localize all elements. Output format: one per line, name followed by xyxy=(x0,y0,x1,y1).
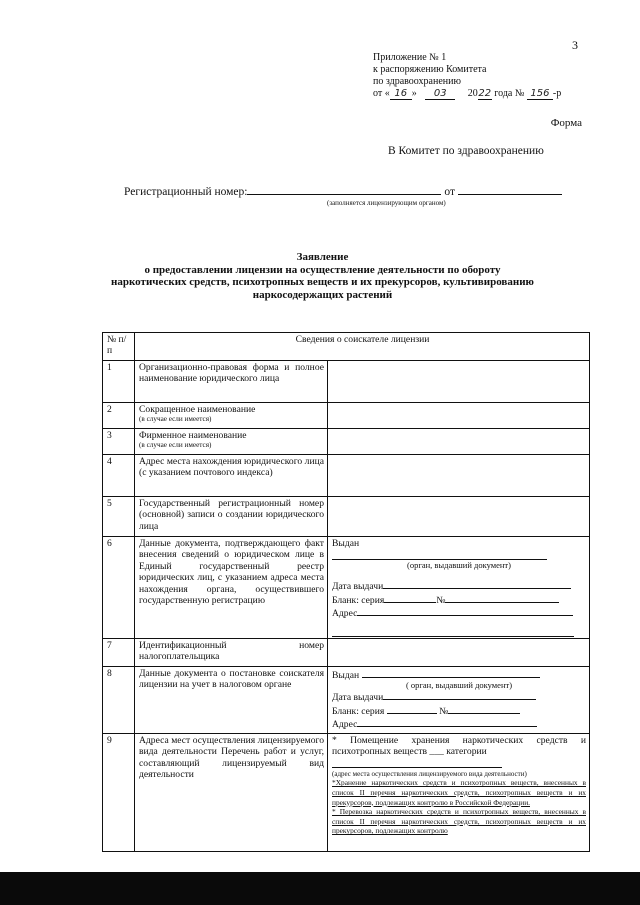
table-row xyxy=(103,537,590,639)
row9-fields xyxy=(328,734,590,852)
handwritten-year: 22 xyxy=(478,88,492,99)
registration-line xyxy=(124,183,562,198)
appendix-date-line: от « 16 » 03 2022 года № 156 -р xyxy=(373,88,562,99)
row-note: (в случае если имеется) xyxy=(139,441,212,450)
appendix-line-1: Приложение № 1 xyxy=(373,52,447,63)
title-line-1: Заявление xyxy=(296,251,349,263)
number-suffix: -р xyxy=(552,88,562,99)
title-line-3: наркотических средств, психотропных веществ и их прекурсоров, культивированию xyxy=(111,276,534,288)
issued-label: Выдан xyxy=(332,670,360,681)
row6-fields xyxy=(328,537,590,639)
address-line xyxy=(332,717,586,730)
address-field-continued[interactable] xyxy=(332,626,574,637)
appendix-block xyxy=(373,52,561,100)
issue-date-label: Дата выдачи xyxy=(332,692,384,704)
address-field[interactable] xyxy=(357,606,573,616)
document-title xyxy=(60,251,585,301)
form-number-field[interactable] xyxy=(445,593,559,603)
registration-from: от xyxy=(444,186,455,198)
issued-line xyxy=(332,668,586,681)
appendix-line-3: по здравоохранению xyxy=(373,76,461,87)
table-row xyxy=(103,639,590,667)
row8-fields xyxy=(328,667,590,734)
issuer-note: (орган, выдавший документ) xyxy=(407,560,511,571)
row-value-field[interactable] xyxy=(328,639,590,667)
handwritten-month: 03 xyxy=(425,89,455,100)
row-number: 4 xyxy=(103,455,135,497)
page-number: 3 xyxy=(572,38,578,52)
transport-text: * Перевозка наркотических средств и психотропных веществ, внесенных в список II перечня наркотических средств, психотропных веществ и их прекурсоров, подлежащих контролю xyxy=(332,807,586,836)
row-number: 2 xyxy=(103,403,135,429)
row-value-field[interactable] xyxy=(328,455,590,497)
handwritten-number: 156 xyxy=(527,89,553,100)
form-number-field[interactable] xyxy=(448,704,520,714)
scan-bottom-edge xyxy=(0,872,640,905)
table-row xyxy=(103,667,590,734)
registration-note: (заполняется лицензирующим органом) xyxy=(327,199,446,207)
header-info: Сведения о соискателе лицензии xyxy=(135,333,590,361)
table-header-row xyxy=(103,333,590,361)
row-name: Идентификационный номер налогоплательщика xyxy=(135,639,328,667)
form-series-line xyxy=(332,704,586,717)
row-name-cell xyxy=(135,403,328,429)
issue-date-line xyxy=(332,579,586,592)
row-name: Фирменное наименование xyxy=(139,430,247,441)
form-series-label: Бланк: серия xyxy=(332,705,385,717)
address-field[interactable] xyxy=(357,717,537,727)
row-number: 3 xyxy=(103,429,135,455)
row-name: Организационно-правовая форма и полное наименование юридического лица xyxy=(135,361,328,403)
title-line-4: наркосодержащих растений xyxy=(252,288,393,301)
table-row xyxy=(103,429,590,455)
row-name: Сокращенное наименование xyxy=(139,404,256,415)
premises-address-field[interactable] xyxy=(332,761,502,768)
issuer-field[interactable] xyxy=(332,549,547,560)
registration-label: Регистрационный номер: xyxy=(124,186,248,198)
handwritten-day: 16 xyxy=(390,89,412,100)
title-line-2: о предоставлении лицензии на осуществление деятельности по обороту xyxy=(144,263,501,276)
registration-number-field[interactable] xyxy=(247,183,441,195)
form-number-label: № xyxy=(439,705,449,717)
address-label: Адрес xyxy=(332,719,358,731)
row-number: 1 xyxy=(103,361,135,403)
row-note: (в случае если имеется) xyxy=(139,415,212,424)
row-name: Данные документа, подтверждающего факт внесения сведений о юридическом лице в Единый государственный реестр юридических лиц, с указанием адреса места нахождения органа, осуществившего государственную регистрацию xyxy=(135,537,328,639)
row-value-field[interactable] xyxy=(328,361,590,403)
row-name: Адреса мест осуществления лицензируемого вида деятельности Перечень работ и услуг, составляющий лицензируемый вид деятельности xyxy=(135,734,328,852)
form-series-label: Бланк: серия xyxy=(332,594,385,606)
row-name: Адрес места нахождения юридического лица (с указанием почтового индекса) xyxy=(135,455,328,497)
row-number: 9 xyxy=(103,734,135,852)
row-value-field[interactable] xyxy=(328,429,590,455)
year-word: года № xyxy=(494,88,525,99)
application-table xyxy=(102,332,590,852)
table-row xyxy=(103,403,590,429)
appendix-line-2: к распоряжению Комитета xyxy=(373,64,487,75)
addressee: В Комитет по здравоохранению xyxy=(388,145,544,157)
form-series-field[interactable] xyxy=(384,593,436,603)
row-number: 5 xyxy=(103,497,135,537)
table-row xyxy=(103,497,590,537)
row-name-cell xyxy=(135,429,328,455)
table-row xyxy=(103,734,590,852)
form-series-field[interactable] xyxy=(387,704,437,714)
issue-date-field[interactable] xyxy=(383,690,536,700)
year-prefix: 20 xyxy=(467,88,478,99)
row-number: 7 xyxy=(103,639,135,667)
issuer-field[interactable] xyxy=(362,668,540,678)
row-name: Государственный регистрационный номер (основной) записи о создании юридического лица xyxy=(135,497,328,537)
row-number: 8 xyxy=(103,667,135,734)
row-number: 6 xyxy=(103,537,135,639)
issue-date-label: Дата выдачи xyxy=(332,581,384,593)
issue-date-line xyxy=(332,690,586,703)
address-line xyxy=(332,606,586,619)
form-number-label: № xyxy=(436,594,446,606)
issuer-note: ( орган, выдавший документ) xyxy=(405,680,513,691)
storage-text: *Хранение наркотических средств и психотропных веществ, внесенных в список II перечня наркотических средств, психотропных веществ и их прекурсоров, подлежащих контролю в Российской Федерации. xyxy=(332,778,586,807)
address-note: (адрес места осуществления лицензируемого вида деятельности) xyxy=(332,769,527,778)
issue-date-field[interactable] xyxy=(383,579,571,589)
date-prefix: от « xyxy=(373,88,390,99)
row-value-field[interactable] xyxy=(328,403,590,429)
table-row xyxy=(103,455,590,497)
form-series-line xyxy=(332,593,586,606)
issued-label: Выдан xyxy=(332,538,360,549)
premises-text: * Помещение хранения наркотических средств и психотропных веществ ___ категории xyxy=(332,735,586,758)
address-label: Адрес xyxy=(332,608,358,620)
row-name: Данные документа о постановке соискателя лицензии на учет в налоговом органе xyxy=(135,667,328,734)
form-label: Форма xyxy=(550,117,582,129)
header-num: № п/п xyxy=(103,333,135,361)
registration-date-field[interactable] xyxy=(458,183,562,195)
row-value-field[interactable] xyxy=(328,497,590,537)
table-row xyxy=(103,361,590,403)
